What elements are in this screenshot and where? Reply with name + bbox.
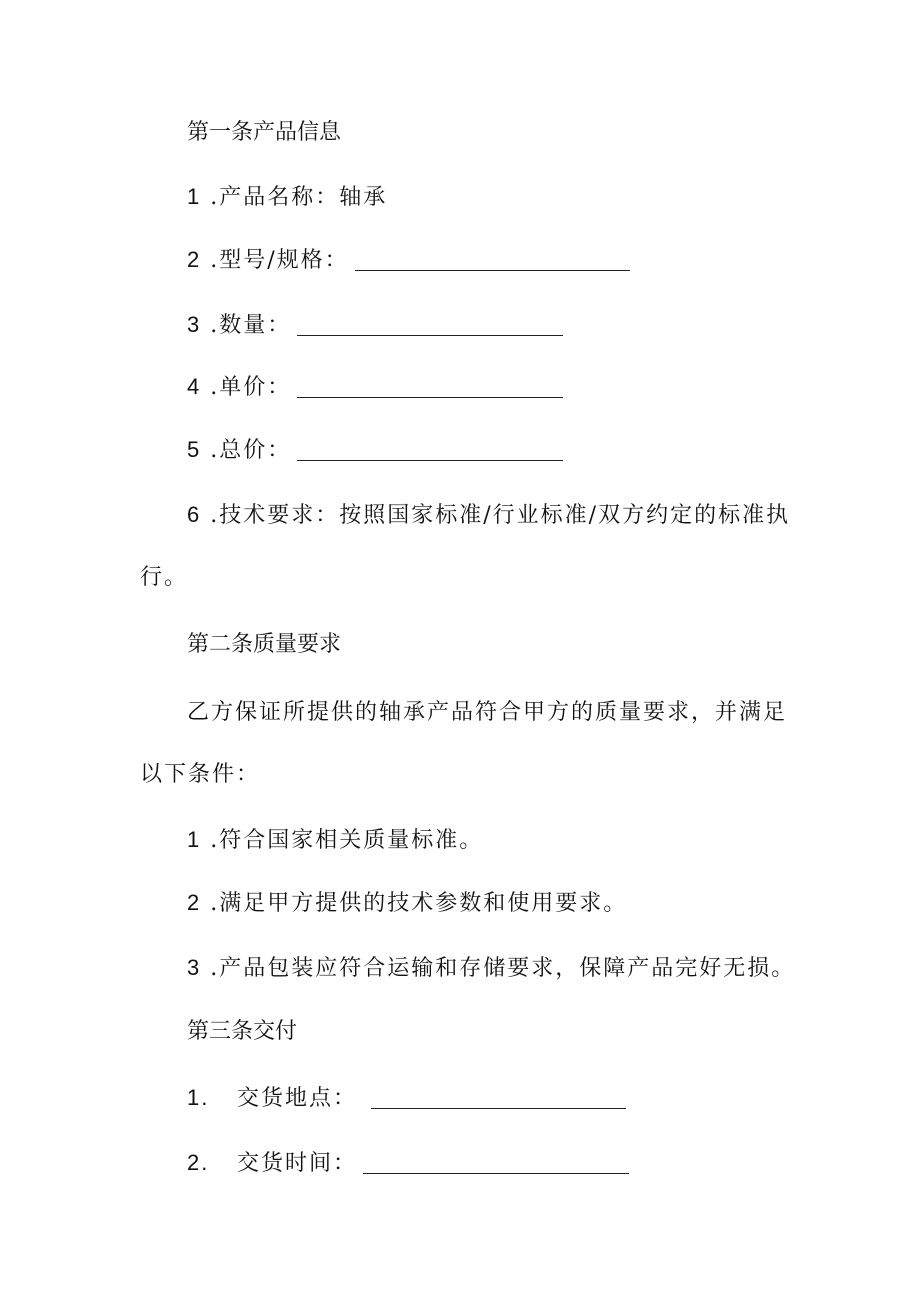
tech-requirements-continuation: 行。 [140,565,189,590]
total-price-blank [297,438,563,461]
quantity-blank [297,313,563,336]
product-name-item: 1 .产品名称：轴承 [187,184,388,210]
quantity-item: 3 .数量： [0,310,920,341]
section-2-heading: 第二条质量要求 [187,632,342,657]
quality-item-2: 2 .满足甲方提供的技术参数和使用要求。 [187,890,628,916]
quality-item-1: 1 .符合国家相关质量标准。 [187,827,484,853]
quality-intro: 乙方保证所提供的轴承产品符合甲方的质量要求，并满足 [187,700,788,725]
section-1-heading: 第一条产品信息 [187,120,342,145]
delivery-location-item: 1. 交货地点： [0,1083,920,1114]
quality-intro-continuation: 以下条件： [140,762,261,787]
delivery-time-blank [363,1151,629,1174]
tech-requirements-item: 6 .技术要求：按照国家标准/行业标准/双方约定的标准执 [187,502,791,528]
total-price-item: 5 .总价： [0,435,920,466]
quality-item-3: 3 .产品包装应符合运输和存储要求，保障产品完好无损。 [187,955,796,981]
delivery-time-item: 2. 交货时间： [0,1148,920,1179]
model-spec-blank [355,248,630,271]
model-spec-item: 2 .型号/规格： [0,245,920,276]
section-3-heading: 第三条交付 [187,1019,298,1044]
delivery-location-blank [371,1086,626,1109]
unit-price-blank [297,375,563,398]
unit-price-item: 4 .单价： [0,372,920,403]
